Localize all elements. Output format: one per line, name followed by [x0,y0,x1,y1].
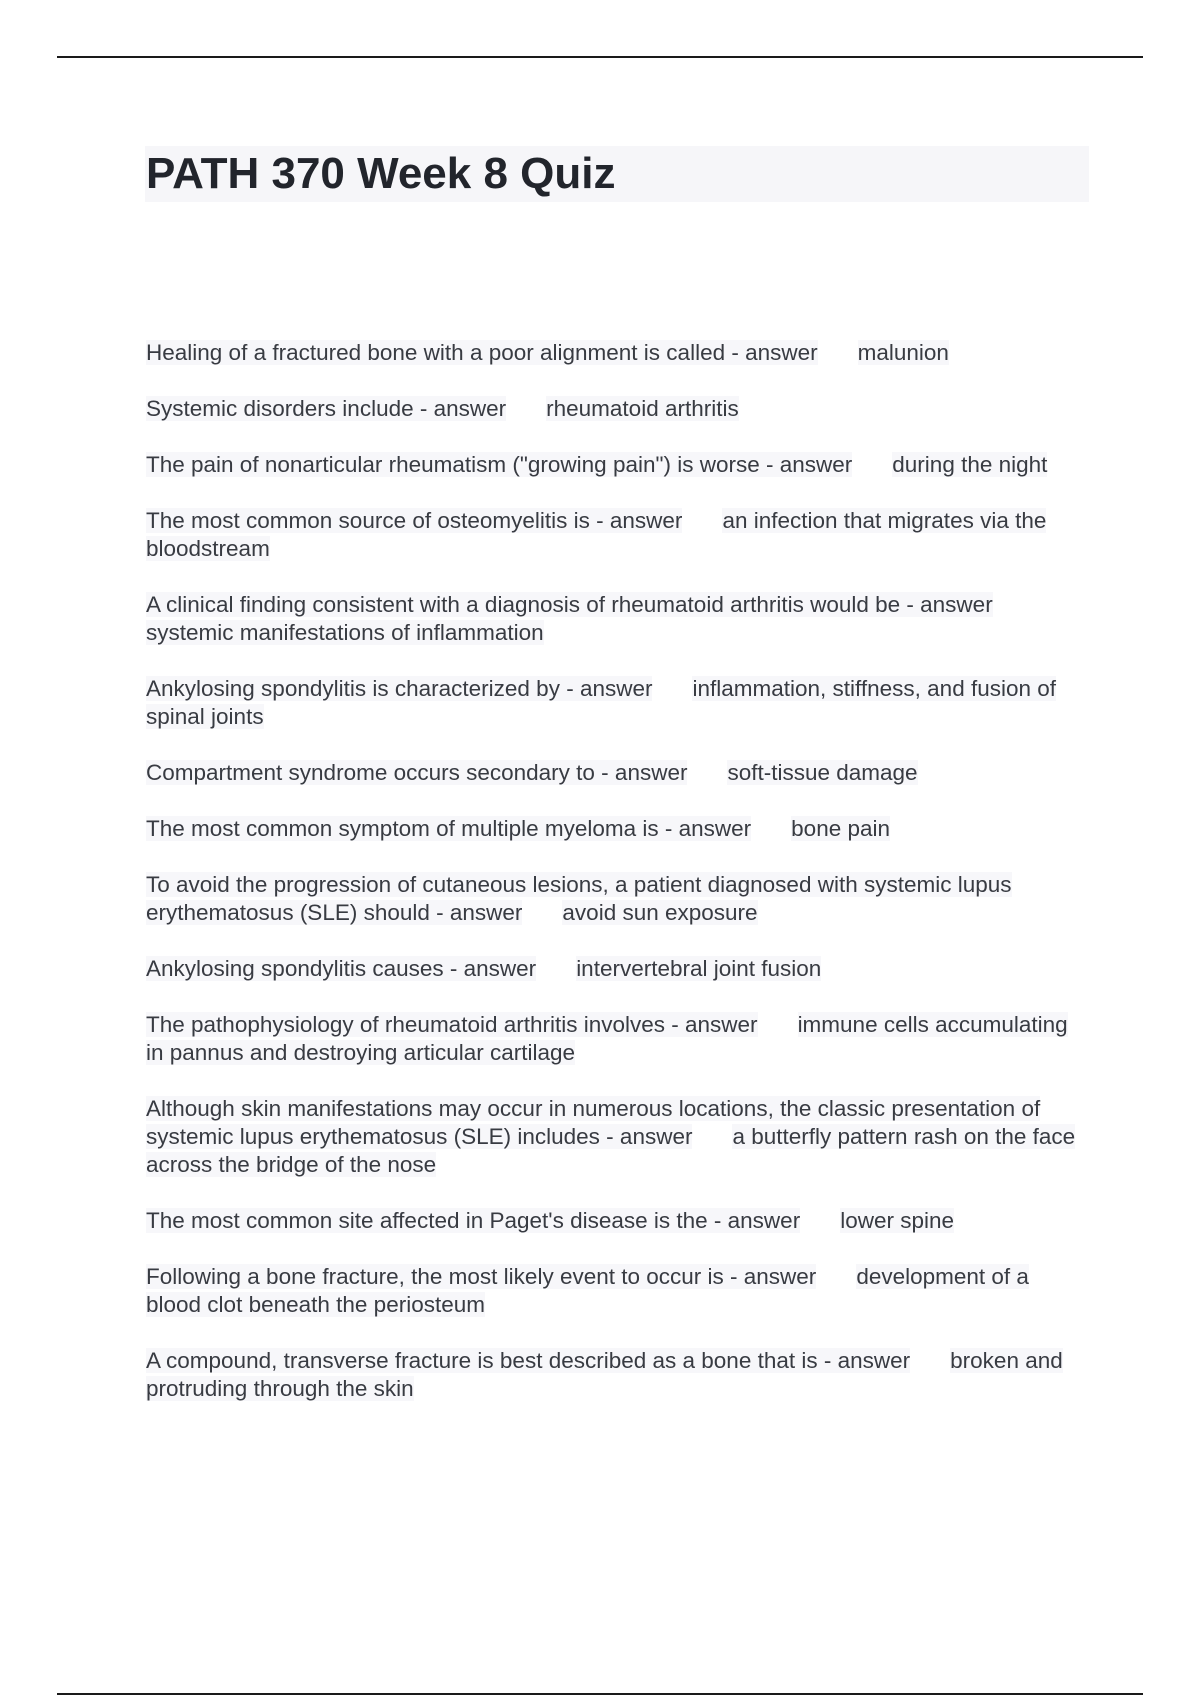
answer-text: immune cells accumulating in pannus and destroying articular cartilage [146,1012,1068,1065]
question-text: Following a bone fracture, the most likely event to occur is - answer [146,1264,817,1289]
qa-item-5 [146,591,1090,647]
qa-item-13 [146,1207,1090,1235]
question-text: Ankylosing spondylitis causes - answer [146,956,537,981]
qa-item-2 [146,395,1090,423]
header-rule [57,56,1143,58]
answer-text: avoid sun exposure [562,900,758,925]
question-text: Compartment syndrome occurs secondary to - answer [146,760,688,785]
question-text: To avoid the progression of cutaneous lesions, a patient diagnosed with systemic lupus erythematosus (SLE) should - answer [146,872,1012,925]
answer-text: intervertebral joint fusion [576,956,822,981]
answer-text: inflammation, stiffness, and fusion of spinal joints [146,676,1057,729]
question-text: A clinical finding consistent with a diagnosis of rheumatoid arthritis would be - answer [146,592,993,617]
answer-text: broken and protruding through the skin [146,1348,1063,1401]
answer-text: lower spine [840,1208,955,1233]
question-text: The most common source of osteomyelitis is - answer [146,508,683,533]
question-text: The pathophysiology of rheumatoid arthritis involves - answer [146,1012,758,1037]
answer-text: development of a blood clot beneath the periosteum [146,1264,1029,1317]
question-text: Healing of a fractured bone with a poor alignment is called - answer [146,340,818,365]
question-text: The most common symptom of multiple myeloma is - answer [146,816,752,841]
footer-rule [57,1693,1143,1695]
page-title: PATH 370 Week 8 Quiz [146,149,616,198]
answer-text: a butterfly pattern rash on the face across the bridge of the nose [146,1124,1076,1177]
question-text: Ankylosing spondylitis is characterized by - answer [146,676,653,701]
qa-item-7 [146,759,1090,787]
qa-item-15 [146,1347,1090,1403]
answer-text: bone pain [791,816,891,841]
question-text: The most common site affected in Paget's disease is the - answer [146,1208,801,1233]
question-text: A compound, transverse fracture is best described as a bone that is - answer [146,1348,911,1373]
answer-text: soft-tissue damage [727,760,918,785]
question-text: Although skin manifestations may occur in numerous locations, the classic presentation of systemic lupus erythematosus (SLE) includes - answer [146,1096,1041,1149]
question-text: The pain of nonarticular rheumatism ("growing pain") is worse - answer [146,452,853,477]
qa-item-10 [146,955,1090,983]
answer-text: during the night [892,452,1048,477]
question-text: Systemic disorders include - answer [146,396,507,421]
answer-text: systemic manifestations of inflammation [146,620,544,645]
qa-item-11 [146,1011,1090,1067]
answer-text: rheumatoid arthritis [546,396,739,421]
qa-item-6 [146,675,1090,731]
qa-item-1 [146,339,1090,367]
qa-item-12 [146,1095,1090,1179]
answer-text: malunion [857,340,949,365]
answer-text: an infection that migrates via the bloodstream [146,508,1047,561]
qa-item-14 [146,1263,1090,1319]
qa-item-4 [146,507,1090,563]
qa-item-3 [146,451,1090,479]
question-list [146,339,1090,1431]
qa-item-9 [146,871,1090,927]
qa-item-8 [146,815,1090,843]
